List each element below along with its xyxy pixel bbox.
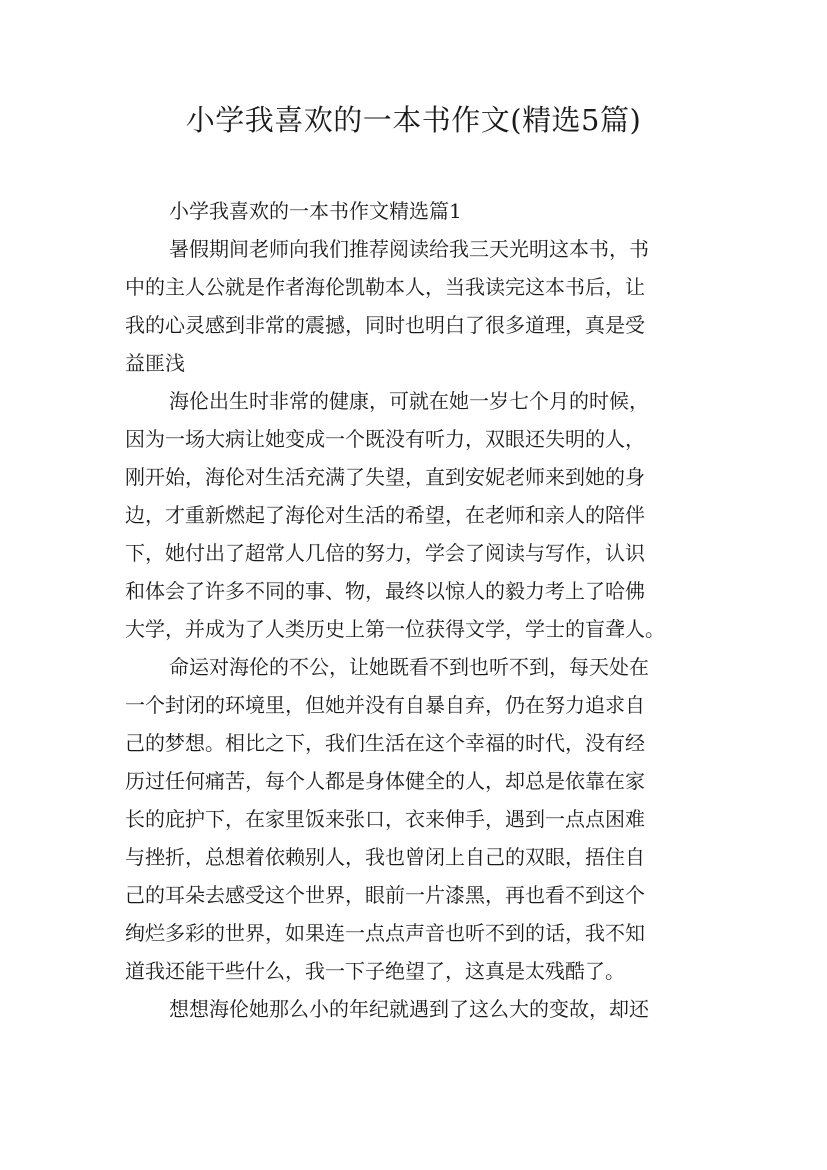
text-line: 我的心灵感到非常的震撼，同时也明白了很多道理，真是受 <box>125 313 645 337</box>
text-line: 中的主人公就是作者海伦凯勒本人，当我读完这本书后，让 <box>125 275 645 299</box>
text-line: 和体会了许多不同的事、物，最终以惊人的毅力考上了哈佛 <box>125 579 645 603</box>
text-line: 刚开始，海伦对生活充满了失望，直到安妮老师来到她的身 <box>125 465 645 489</box>
text-line: 长的庇护下，在家里饭来张口，衣来伸手，遇到一点点困难 <box>125 807 645 831</box>
document-body <box>125 192 705 1028</box>
text-line: 下，她付出了超常人几倍的努力，学会了阅读与写作，认识 <box>125 541 645 565</box>
text-line: 因为一场大病让她变成一个既没有听力，双眼还失明的人， <box>125 427 645 451</box>
paragraph-2 <box>125 382 705 648</box>
section-heading: 小学我喜欢的一本书作文精选篇1 <box>169 199 462 223</box>
text-line: 一个封闭的环境里，但她并没有自暴自弃，仍在努力追求自 <box>125 693 645 717</box>
text-line: 己的梦想。相比之下，我们生活在这个幸福的时代，没有经 <box>125 731 645 755</box>
paragraph-1 <box>125 230 705 382</box>
text-line: 己的耳朵去感受这个世界，眼前一片漆黑，再也看不到这个 <box>125 883 645 907</box>
document-title: 小学我喜欢的一本书作文(精选5篇) <box>185 103 642 137</box>
text-line: 暑假期间老师向我们推荐阅读给我三天光明这本书，书 <box>169 237 649 261</box>
text-line: 历过任何痛苦，每个人都是身体健全的人，却总是依靠在家 <box>125 769 645 793</box>
text-line: 想想海伦她那么小的年纪就遇到了这么大的变故，却还 <box>169 997 649 1021</box>
text-line: 边，才重新燃起了海伦对生活的希望，在老师和亲人的陪伴 <box>125 503 645 527</box>
text-line: 海伦出生时非常的健康，可就在她一岁七个月的时候， <box>169 389 649 413</box>
text-line: 绚烂多彩的世界，如果连一点点声音也听不到的话，我不知 <box>125 921 645 945</box>
text-line: 道我还能干些什么，我一下子绝望了，这真是太残酷了。 <box>125 959 625 983</box>
paragraph-4 <box>125 990 705 1028</box>
text-line: 大学，并成为了人类历史上第一位获得文学，学士的盲聋人。 <box>125 617 665 641</box>
paragraph-3 <box>125 648 705 990</box>
text-line: 与挫折，总想着依赖别人，我也曾闭上自己的双眼，捂住自 <box>125 845 645 869</box>
text-line: 益匪浅 <box>125 351 185 375</box>
text-line: 命运对海伦的不公，让她既看不到也听不到，每天处在 <box>169 655 649 679</box>
